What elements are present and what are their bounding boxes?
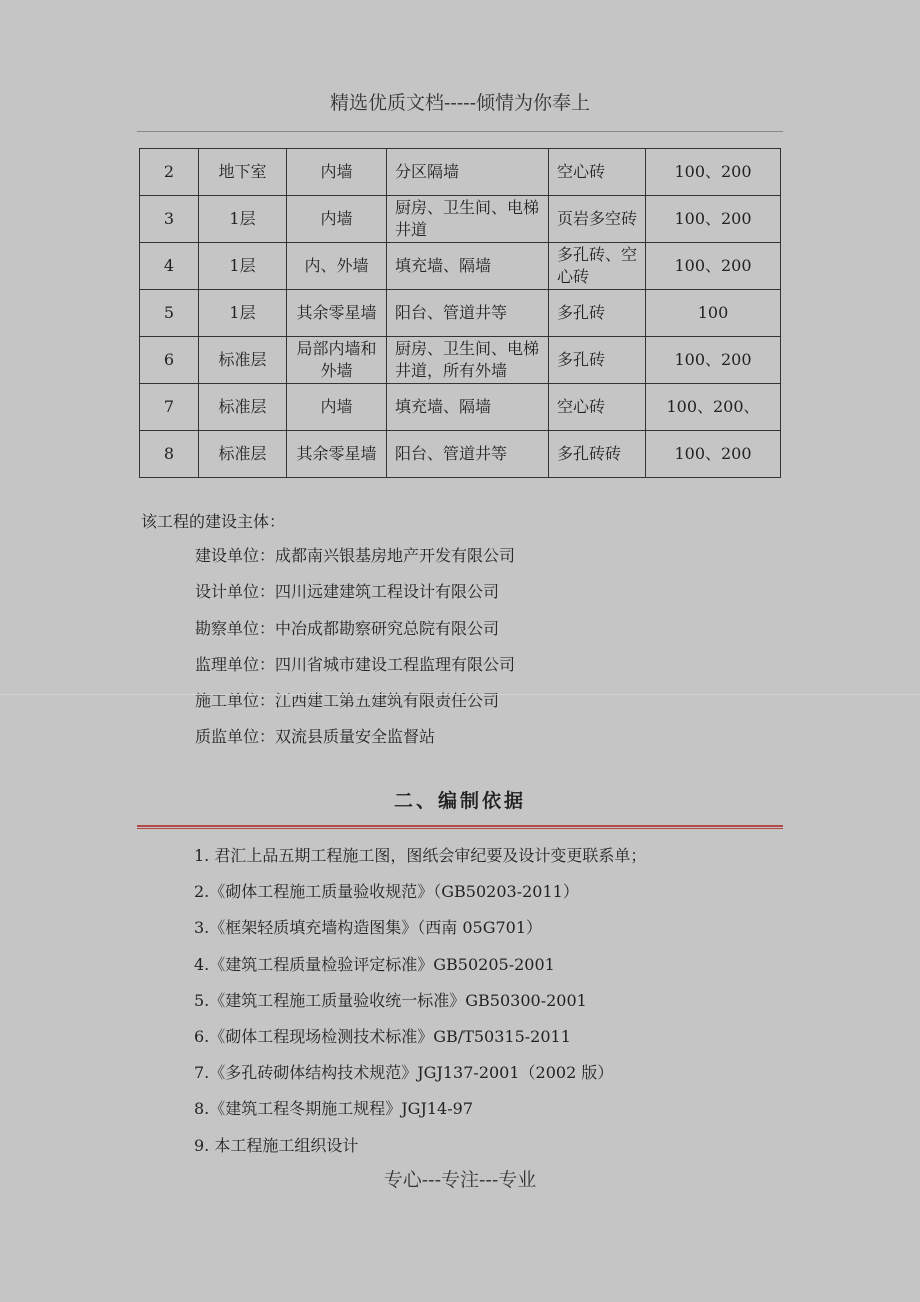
table-row	[140, 290, 781, 337]
basis-list	[194, 843, 646, 1169]
material-cell: 多孔砖	[549, 290, 646, 337]
floor-cell: 标准层	[199, 384, 287, 431]
wall-type-cell: 其余零星墙	[287, 290, 387, 337]
floor-cell: 1层	[199, 290, 287, 337]
section-divider	[137, 825, 783, 829]
section-heading: 二、编制依据	[393, 790, 526, 812]
material-cell: 多孔砖、空心砖	[549, 243, 646, 290]
list-item: 质监单位：双流县质量安全监督站	[195, 727, 436, 747]
table-row	[140, 384, 781, 431]
floor-cell: 1层	[199, 196, 287, 243]
material-cell: 多孔砖砖	[549, 431, 646, 478]
table-row	[140, 431, 781, 478]
material-cell: 空心砖	[549, 149, 646, 196]
thickness-cell: 100、200	[646, 337, 781, 384]
list-item: 监理单位：四川省城市建设工程监理有限公司	[195, 654, 516, 674]
location-cell: 厨房、卫生间、电梯井道	[387, 196, 549, 243]
material-cell: 多孔砖	[549, 337, 646, 384]
floor-cell: 标准层	[199, 337, 287, 384]
row-number-cell: 5	[140, 290, 199, 337]
table-row	[140, 149, 781, 196]
list-item: 8.《建筑工程冬期施工规程》JGJ14-97	[194, 1099, 474, 1119]
location-cell: 填充墙、隔墙	[387, 243, 549, 290]
thickness-cell: 100、200	[646, 149, 781, 196]
page-footer-title: 专心---专注---专业	[383, 1169, 537, 1191]
thickness-cell: 100	[646, 290, 781, 337]
floor-cell: 1层	[199, 243, 287, 290]
location-cell: 分区隔墙	[387, 149, 549, 196]
subjects-list	[195, 543, 515, 761]
page-header-title: 精选优质文档-----倾情为你奉上	[329, 92, 591, 114]
thickness-cell: 100、200	[646, 196, 781, 243]
wall-material-table	[139, 148, 781, 478]
table-row	[140, 243, 781, 290]
row-number-cell: 7	[140, 384, 199, 431]
wall-type-cell: 局部内墙和外墙	[287, 337, 387, 384]
list-item: 勘察单位：中冶成都勘察研究总院有限公司	[195, 618, 500, 638]
wall-type-cell: 内、外墙	[287, 243, 387, 290]
table-row	[140, 337, 781, 384]
floor-cell: 地下室	[199, 149, 287, 196]
thickness-cell: 100、200	[646, 431, 781, 478]
list-item: 6.《砌体工程现场检测技术标准》GB/T50315-2011	[194, 1026, 571, 1046]
page-fold-line	[0, 694, 920, 695]
header-divider	[137, 131, 783, 132]
row-number-cell: 3	[140, 196, 199, 243]
wall-type-cell: 内墙	[287, 384, 387, 431]
location-cell: 阳台、管道井等	[387, 290, 549, 337]
row-number-cell: 8	[140, 431, 199, 478]
list-item: 设计单位：四川远建建筑工程设计有限公司	[195, 582, 500, 602]
thickness-cell: 100、200、	[646, 384, 781, 431]
subjects-intro: 该工程的建设主体：	[141, 512, 286, 531]
thickness-cell: 100、200	[646, 243, 781, 290]
location-cell: 厨房、卫生间、电梯井道，所有外墙	[387, 337, 549, 384]
list-item: 9. 本工程施工组织设计	[194, 1135, 359, 1155]
wall-type-cell: 内墙	[287, 196, 387, 243]
material-cell: 页岩多空砖	[549, 196, 646, 243]
list-item: 2.《砌体工程施工质量验收规范》（GB50203-2011）	[194, 882, 579, 902]
row-number-cell: 4	[140, 243, 199, 290]
row-number-cell: 2	[140, 149, 199, 196]
list-item: 4.《建筑工程质量检验评定标准》GB50205-2001	[194, 954, 555, 974]
list-item: 5.《建筑工程施工质量验收统一标准》GB50300-2001	[194, 990, 587, 1010]
list-item: 施工单位：江西建工第五建筑有限责任公司	[195, 691, 500, 711]
floor-cell: 标准层	[199, 431, 287, 478]
location-cell: 填充墙、隔墙	[387, 384, 549, 431]
location-cell: 阳台、管道井等	[387, 431, 549, 478]
list-item: 7.《多孔砖砌体结构技术规范》JGJ137-2001（2002 版）	[194, 1063, 614, 1083]
list-item: 建设单位：成都南兴银基房地产开发有限公司	[195, 546, 516, 565]
wall-type-cell: 内墙	[287, 149, 387, 196]
list-item: 1. 君汇上品五期工程施工图，图纸会审纪要及设计变更联系单；	[194, 846, 647, 865]
table-row	[140, 196, 781, 243]
material-cell: 空心砖	[549, 384, 646, 431]
wall-type-cell: 其余零星墙	[287, 431, 387, 478]
list-item: 3.《框架轻质填充墙构造图集》（西南 05G701）	[194, 918, 543, 938]
row-number-cell: 6	[140, 337, 199, 384]
